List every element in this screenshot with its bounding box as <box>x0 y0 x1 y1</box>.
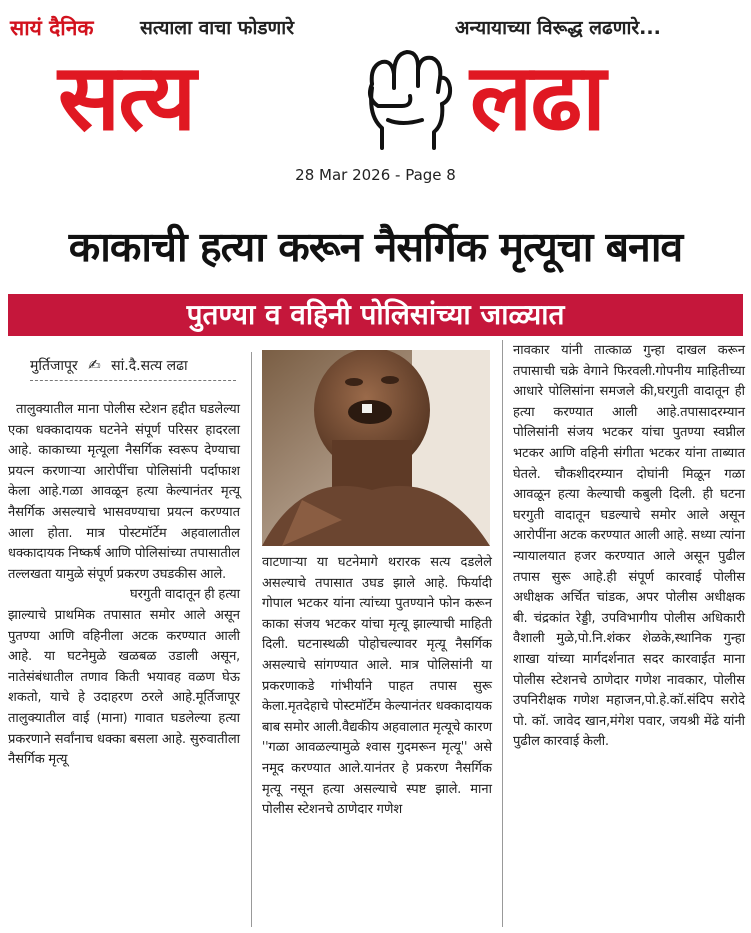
masthead-slogan: अन्यायाच्या विरूद्ध लढणारे... <box>455 17 661 39</box>
byline-divider <box>30 380 236 381</box>
masthead-motto: सत्याला वाचा फोडणारे <box>140 17 294 39</box>
article-headline: काकाची हत्या करून नैसर्गिक मृत्यूचा बनाव <box>68 223 683 271</box>
article-column-3: नावकार यांनी तात्काळ गुन्हा दाखल करून तपासाची चक्रे वेगाने फिरवली.गोपनीय माहितीच्या आधारे पोलिसांना समजले की,घरगुती वादातून ही हत्या करण्यात आली आहे.तपासादरम्यान पोलिसांनी संजय भटकर यांचा पुतण्या स्वप्नील भटकर आणि वहिनी संगीता भटकर यांना ताब्यात घेतले. चौकशीदरम्यान दोघांनी मिळून गळा आवळून हत्या केल्याची कबुली दिली. ही घटना घरगुती वादातून घडल्याचे समोर आले असून आरोपींना अटक करण्यात आली आहे. सध्या त्यांना न्यायालयात हजर करण्यात आले असून पुढील तपास सुरू आहे.ही संपूर्ण कारवाई पोलीस अधीक्षक अर्चित चांडक, अपर पोलीस अधीक्षक बी. चंद्रकांत रेड्डी, उपविभागीय पोलीस अधिकारी वैशाली मुळे,पो.नि.शंकर शेळके,स्थानिक गुन्हा शाखा यांच्या मार्गदर्शनात सदर कारवाईत माना पोलीस स्टेशनचे ठाणेदार गणेश नावकार, पोलीस उपनिरीक्षक गणेश महाजन,पो.हे.कॉ.संदिप सरोदे पो. कॉ. जावेद खान,मंगेश पवार, जयश्री मेंढे यांनी पुढील कारवाई केली. <box>513 343 745 750</box>
masthead-title-left: सत्य <box>58 44 195 151</box>
page-dateline: 28 Mar 2026 - Page 8 <box>295 166 456 184</box>
article-paragraph: घरगुती वादातून ही हत्या झाल्याचे प्राथमिक तपासात समोर आले असून पुतण्या आणि वहिनीला अटक करण्यात आली आहे. या घटनेमुळे खळबळ उडाली असून, नातेसंबंधातील तणाव किती भयावह वळण घेऊ शकतो, याचे हे उदाहरण ठरले आहे.मूर्तिजापूर तालुक्यातील वाई (माना) गावात घडलेल्या हत्या प्रकरणाने सर्वांनाच धक्का बसला आहे. सुरुवातीला नैसर्गिक मृत्यू <box>8 587 240 768</box>
masthead-tagline-left: सायं दैनिक <box>10 16 94 40</box>
byline-source: सां.दै.सत्य लढा <box>111 358 188 374</box>
article-column-2: वाटणाऱ्या या घटनेमागे थरारक सत्य दडलेले असल्याचे तपासात उघड झाले आहे. फिर्यादी गोपाल भटकर यांना त्यांच्या पुतण्याने फोन करून काका संजय भटकर यांचा मृत्यू झाल्याची माहिती दिली. घटनास्थळी पोहोचल्यावर मृत्यू नैसर्गिक असल्याचे सांगण्यात आले. मात्र पोलिसांनी या प्रकरणाकडे गांभीर्याने पाहत तपास सुरू केला.मृतदेहाचे पोस्टमॉर्टेम केल्यानंतर धक्कादायक बाब समोर आली.वैद्यकीय अहवालात मृत्यूचे कारण ''गळा आवळल्यामुळे श्वास गुदमरून मृत्यू'' असे नमूद करण्यात आले.यानंतर हे प्रकरण नैसर्गिक मृत्यू नसून हत्या असल्याचे स्पष्ट झाले. माना पोलीस स्टेशनचे ठाणेदार गणेश <box>262 555 492 818</box>
article-photo <box>262 350 490 546</box>
article-subheadline: पुतण्या व वहिनी पोलिसांच्या जाळ्यात <box>186 298 565 331</box>
byline <box>30 356 188 375</box>
column-divider <box>502 340 503 927</box>
pen-icon: ✍ <box>88 356 101 374</box>
column-divider <box>251 352 252 927</box>
raised-fist-icon <box>352 36 462 152</box>
subheadline-bar <box>8 294 743 336</box>
byline-place: मुर्तिजापूर <box>30 358 78 374</box>
article-paragraph: तालुक्यातील माना पोलीस स्टेशन हद्दीत घडलेल्या एका धक्कादायक घटनेने संपूर्ण परिसर हादरला आहे. काकाच्या मृत्यूला नैसर्गिक स्वरूप देण्याचा प्रयत्न करणाऱ्या आरोपींचा पोलिसांनी पर्दाफाश केला आहे.गळा आवळून हत्या केल्यानंतर मृत्यू नैसर्गिक असल्याचे भासवण्याचा प्रयत्न करण्यात आला होता. मात्र पोस्टमॉर्टेम अहवालातील धक्कादायक निष्कर्ष आणि पोलिसांच्या तपासातील तल्लखता यामुळे संपूर्ण प्रकरण उघडकीस आले. <box>8 402 240 582</box>
masthead-title-right: लढा <box>470 44 605 151</box>
article-column-1 <box>8 400 240 771</box>
